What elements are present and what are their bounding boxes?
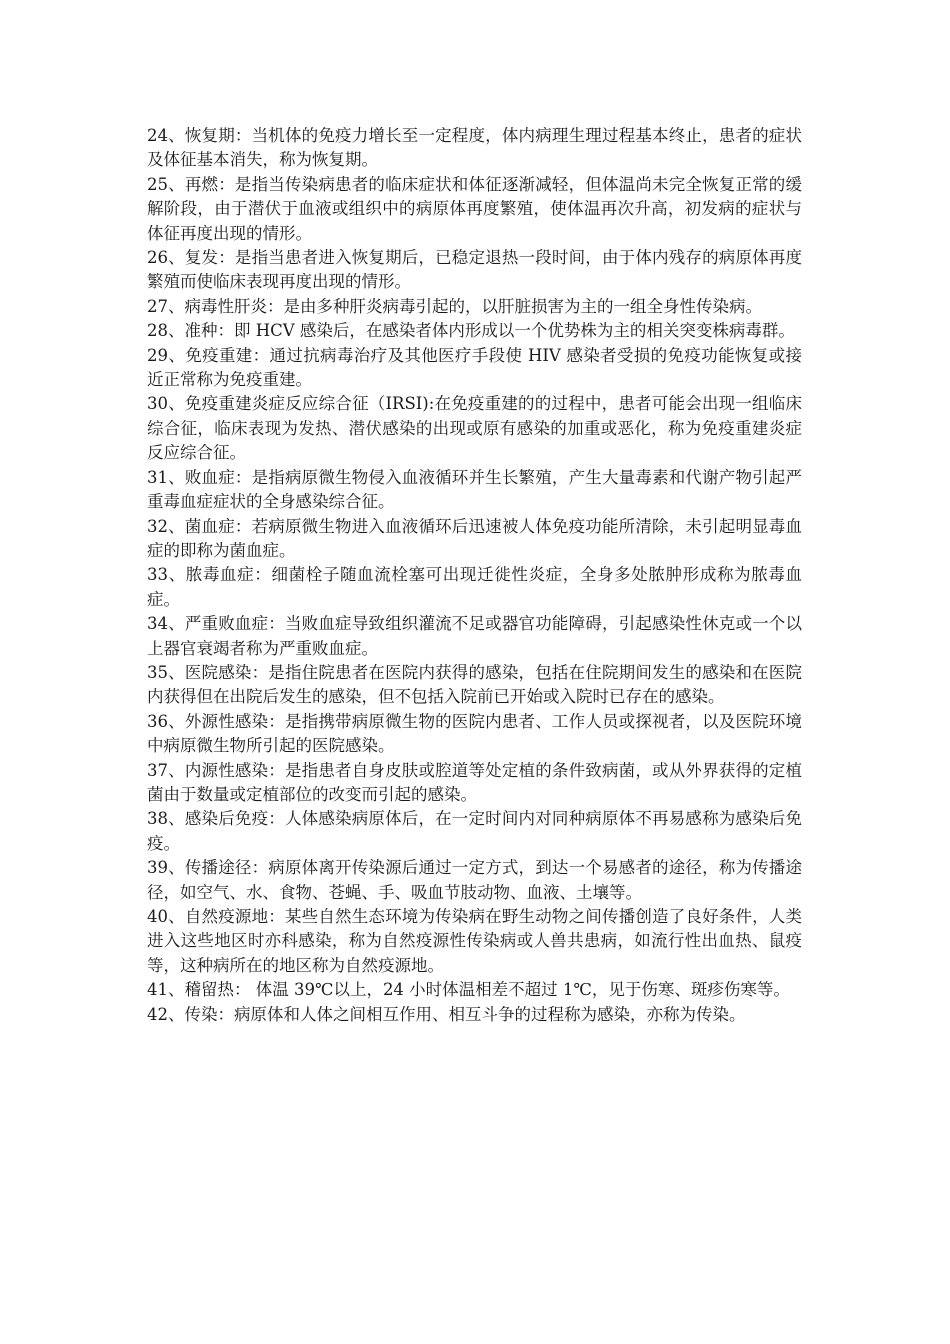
definition-27: 27、病毒性肝炎：是由多种肝炎病毒引起的，以肝脏损害为主的一组全身性传染病。: [147, 296, 762, 316]
definition-35: 35、医院感染：是指住院患者在医院内获得的感染，包括在住院期间发生的感染和在医院内获得但在出院后发生的感染，但不包括入院前已开始或入院时已存在的感染。: [147, 662, 802, 707]
definition-34: 34、严重败血症：当败血症导致组织灌流不足或器官功能障碍，引起感染性休克或一个以上器官衰竭者称为严重败血症。: [147, 614, 802, 658]
definition-30: 30、免疫重建炎症反应综合征（IRSI):在免疫重建的的过程中，患者可能会出现一组临床综合征，临床表现为发热、潜伏感染的出现或原有感染的加重或恶化，称为免疫重建炎症反应综合征。: [147, 394, 802, 463]
definition-36: 36、外源性感染：是指携带病原微生物的医院内患者、工作人员或探视者，以及医院环境中病原微生物所引起的医院感染。: [147, 711, 802, 756]
definition-31: 31、败血症：是指病原微生物侵入血液循环并生长繁殖，产生大量毒素和代谢产物引起严重毒血症症状的全身感染综合征。: [147, 467, 802, 512]
definition-41: 41、稽留热： 体温 39℃以上，24 小时体温相差不超过 1℃，见于伤寒、斑疹伤寒等。: [147, 980, 790, 1000]
definition-24: 24、恢复期：当机体的免疫力增长至一定程度，体内病理生理过程基本终止，患者的症状及体征基本消失，称为恢复期。: [147, 126, 802, 170]
definition-39: 39、传播途径：病原体离开传染源后通过一定方式，到达一个易感者的途径，称为传播途径，如空气、水、食物、苍蝇、手、吸血节肢动物、血液、土壤等。: [147, 858, 802, 902]
definition-26: 26、复发：是指当患者进入恢复期后，已稳定退热一段时间，由于体内残存的病原体再度繁殖而使临床表现再度出现的情形。: [147, 248, 802, 292]
definition-32: 32、菌血症：若病原微生物进入血液循环后迅速被人体免疫功能所清除，未引起明显毒血症的即称为菌血症。: [147, 516, 802, 560]
definition-29: 29、免疫重建：通过抗病毒治疗及其他医疗手段使 HIV 感染者受损的免疫功能恢复或接近正常称为免疫重建。: [147, 345, 802, 390]
definition-25: 25、再燃：是指当传染病患者的临床症状和体征逐渐减轻，但体温尚未完全恢复正常的缓解阶段，由于潜伏于血液或组织中的病原体再度繁殖，使体温再次升高，初发病的症状与体征再度出现的情形。: [147, 174, 802, 243]
definition-28: 28、准种：即 HCV 感染后，在感染者体内形成以一个优势株为主的相关突变株病毒群。: [147, 321, 795, 341]
definition-42: 42、传染：病原体和人体之间相互作用、相互斗争的过程称为感染，亦称为传染。: [147, 1004, 746, 1024]
definition-38: 38、感染后免疫：人体感染病原体后，在一定时间内对同种病原体不再易感称为感染后免疫。: [147, 809, 802, 853]
definition-37: 37、内源性感染：是指患者自身皮肤或腔道等处定植的条件致病菌，或从外界获得的定植菌由于数量或定植部位的改变而引起的感染。: [147, 760, 802, 804]
definition-40: 40、自然疫源地：某些自然生态环境为传染病在野生动物之间传播创造了良好条件，人类进入这些地区时亦科感染，称为自然疫源性传染病或人兽共患病，如流行性出血热、鼠疫等，这种病所在的地区称为自然疫源地。: [147, 907, 802, 975]
definition-33: 33、脓毒血症：细菌栓子随血流栓塞可出现迁徙性炎症，全身多处脓肿形成称为脓毒血症。: [147, 565, 802, 609]
document-body: [147, 124, 802, 1027]
